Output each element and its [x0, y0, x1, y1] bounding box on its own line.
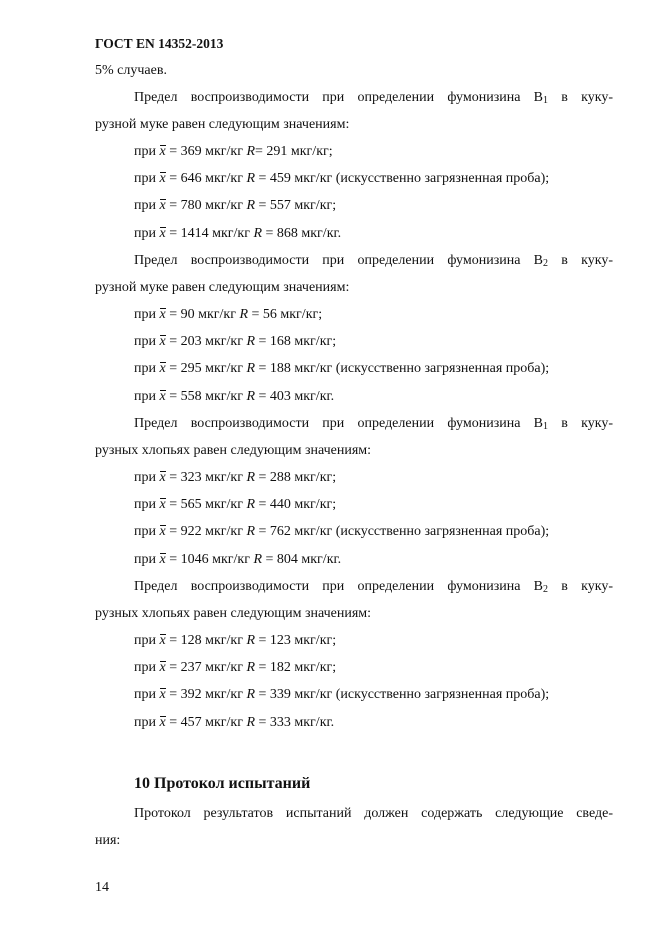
r-symbol: R [246, 687, 255, 703]
value-row [134, 171, 549, 187]
r-value: = 459 мкг/кг [255, 171, 333, 187]
value-row [134, 389, 334, 405]
pri-label: при [134, 470, 160, 486]
r-symbol: R [246, 144, 255, 160]
pri-label: при [134, 307, 160, 323]
intro-tail: 5% случаев. [95, 63, 167, 78]
value-row [134, 715, 334, 731]
x-mean-symbol: x [159, 198, 166, 214]
paragraph-text: в куку- [548, 416, 614, 431]
x-mean-symbol: x [159, 633, 166, 649]
paragraph-line1 [134, 579, 613, 595]
pri-label: при [134, 198, 160, 214]
pri-label: при [134, 144, 160, 160]
paragraph-line1 [134, 253, 613, 269]
x-value: = 203 мкг/кг [165, 334, 247, 350]
value-row [134, 198, 336, 214]
paragraph-text: в куку- [548, 90, 614, 105]
subscript-index: 1 [543, 95, 549, 106]
pri-label: при [134, 497, 160, 513]
value-row [134, 307, 322, 323]
r-symbol: R [253, 225, 262, 241]
x-value: = 457 мкг/кг [165, 714, 247, 730]
x-mean-symbol: x [159, 551, 166, 567]
value-row [134, 226, 341, 242]
pri-label: при [134, 660, 160, 676]
x-value: = 780 мкг/кг [165, 198, 247, 214]
r-value: = 56 мкг/кг; [248, 307, 323, 323]
pri-label: при [134, 633, 160, 649]
r-value: = 339 мкг/кг [255, 687, 333, 703]
value-row [134, 497, 336, 513]
x-value: = 369 мкг/кг [165, 144, 247, 160]
paragraph-text: в куку- [548, 579, 614, 594]
r-symbol: R [246, 334, 255, 350]
paragraph-text: Предел воспроизводимости при определении фумонизина B [134, 416, 544, 431]
paragraph-line2: рузной муке равен следующим значениям: [95, 117, 350, 133]
pri-label: при [134, 334, 160, 350]
pri-label: при [134, 361, 160, 377]
r-value: = 288 мкг/кг; [255, 470, 337, 486]
x-mean-symbol: x [159, 361, 166, 377]
pri-label: при [134, 524, 160, 540]
section-paragraph-line2: ния: [95, 833, 121, 848]
x-mean-symbol: x [159, 660, 166, 676]
x-mean-symbol: x [159, 307, 166, 323]
value-row [134, 334, 336, 350]
r-value: = 333 мкг/кг. [255, 714, 335, 730]
x-value: = 392 мкг/кг [165, 687, 247, 703]
r-symbol: R [246, 470, 255, 486]
paragraph-text: Предел воспроизводимости при определении фумонизина B [134, 253, 544, 268]
x-mean-symbol: x [159, 714, 166, 730]
r-symbol: R [246, 198, 255, 214]
r-value: = 188 мкг/кг [255, 361, 333, 377]
x-value: = 558 мкг/кг [165, 388, 247, 404]
paragraph-line1 [134, 416, 613, 432]
r-value: = 123 мкг/кг; [255, 633, 337, 649]
r-symbol: R [246, 171, 255, 187]
value-row [134, 660, 336, 676]
row-note: (искусственно загрязненная проба); [332, 687, 550, 703]
r-value: = 168 мкг/кг; [255, 334, 337, 350]
paragraph-line2: рузных хлопьях равен следующим значениям: [95, 606, 372, 622]
subscript-index: 2 [543, 584, 549, 595]
r-symbol: R [246, 497, 255, 513]
x-mean-symbol: x [159, 225, 166, 241]
value-row [134, 552, 341, 568]
subscript-index: 2 [543, 258, 549, 269]
value-row [134, 524, 549, 540]
x-mean-symbol: x [159, 524, 166, 540]
r-symbol: R [246, 714, 255, 730]
pri-label: при [134, 225, 160, 241]
value-row [134, 361, 549, 377]
pri-label: при [134, 171, 160, 187]
r-symbol: R [239, 307, 248, 323]
value-row [134, 633, 336, 649]
paragraph-line1 [134, 90, 613, 106]
value-row [134, 470, 336, 486]
r-symbol: R [246, 524, 255, 540]
document-header: ГОСТ EN 14352-2013 [95, 36, 224, 51]
x-value: = 565 мкг/кг [165, 497, 247, 513]
x-value: = 90 мкг/кг [165, 307, 240, 323]
value-row [134, 687, 549, 703]
x-mean-symbol: x [159, 388, 166, 404]
r-symbol: R [246, 361, 255, 377]
r-value: = 762 мкг/кг [255, 524, 333, 540]
pri-label: при [134, 388, 160, 404]
paragraph-line2: рузных хлопьях равен следующим значениям: [95, 443, 372, 459]
r-value: = 182 мкг/кг; [255, 660, 337, 676]
subscript-index: 1 [543, 421, 549, 432]
x-value: = 1046 мкг/кг [165, 551, 254, 567]
paragraph-text: Предел воспроизводимости при определении фумонизина B [134, 90, 544, 105]
x-value: = 237 мкг/кг [165, 660, 247, 676]
x-value: = 128 мкг/кг [165, 633, 247, 649]
x-value: = 646 мкг/кг [165, 171, 247, 187]
section-paragraph-line1: Протокол результатов испытаний должен содержать следующие сведе- [134, 806, 613, 821]
row-note: (искусственно загрязненная проба); [332, 524, 550, 540]
x-mean-symbol: x [159, 687, 166, 703]
pri-label: при [134, 687, 160, 703]
pri-label: при [134, 551, 160, 567]
x-mean-symbol: x [159, 144, 166, 160]
x-value: = 295 мкг/кг [165, 361, 247, 377]
row-note: (искусственно загрязненная проба); [332, 361, 550, 377]
x-value: = 922 мкг/кг [165, 524, 247, 540]
paragraph-line2: рузной муке равен следующим значениям: [95, 280, 350, 296]
r-symbol: R [253, 551, 262, 567]
section-title: 10 Протокол испытаний [134, 775, 311, 792]
x-mean-symbol: x [159, 334, 166, 350]
x-mean-symbol: x [159, 497, 166, 513]
x-mean-symbol: x [159, 171, 166, 187]
row-note: (искусственно загрязненная проба); [332, 171, 550, 187]
page-number: 14 [95, 880, 109, 895]
r-value: = 403 мкг/кг. [255, 388, 335, 404]
paragraph-text: Предел воспроизводимости при определении фумонизина B [134, 579, 544, 594]
r-value: = 557 мкг/кг; [255, 198, 337, 214]
r-value: = 440 мкг/кг; [255, 497, 337, 513]
x-mean-symbol: x [159, 470, 166, 486]
r-symbol: R [246, 388, 255, 404]
r-value: = 868 мкг/кг. [262, 225, 342, 241]
r-symbol: R [246, 660, 255, 676]
value-row [134, 144, 333, 160]
paragraph-text: в куку- [548, 253, 614, 268]
r-symbol: R [246, 633, 255, 649]
r-value: = 291 мкг/кг; [255, 144, 333, 160]
pri-label: при [134, 714, 160, 730]
x-value: = 1414 мкг/кг [165, 225, 254, 241]
x-value: = 323 мкг/кг [165, 470, 247, 486]
r-value: = 804 мкг/кг. [262, 551, 342, 567]
